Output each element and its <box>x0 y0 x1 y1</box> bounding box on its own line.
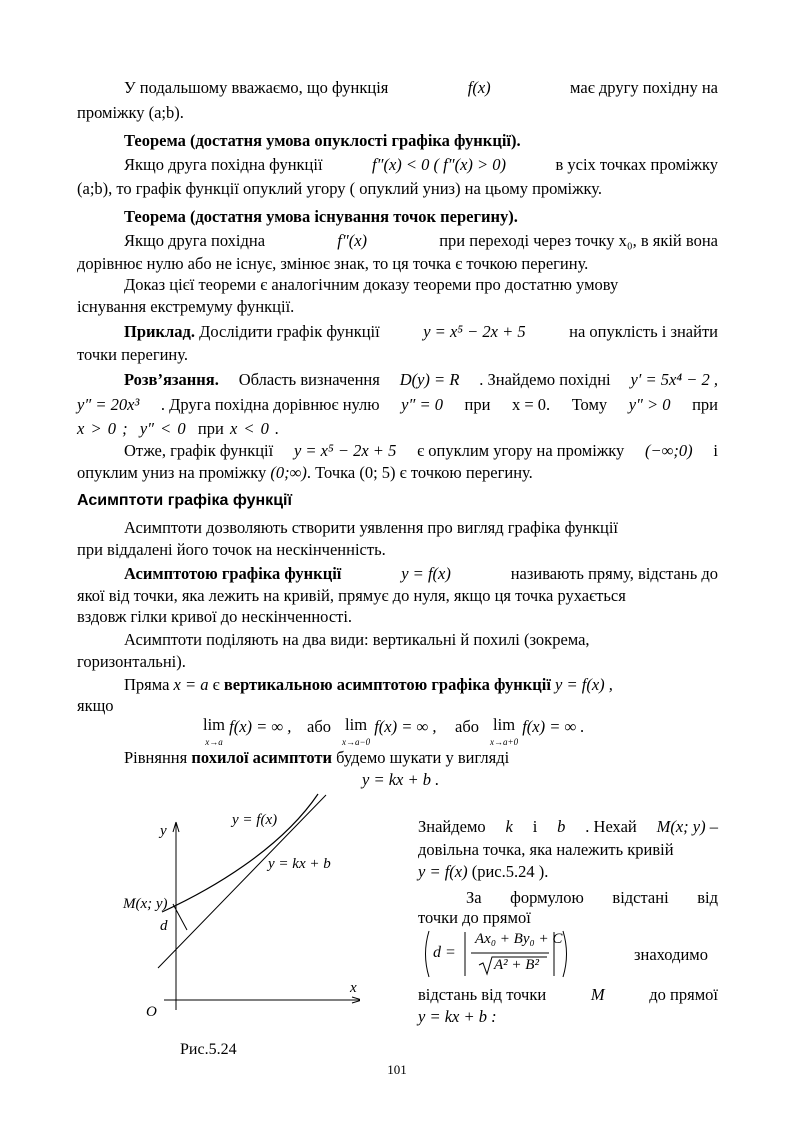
text-line: Асимптоти дозволяють створити уявлення про вигляд графіка функції <box>124 518 618 537</box>
text-line: x > 0 ; y″ < 0 при x < 0 . <box>77 419 280 438</box>
theorem-title: Теорема (достатня умова існування точок перегину). <box>124 207 518 226</box>
text-line: y = f(x) (рис.5.24 ). <box>418 862 549 881</box>
text-line: У подальшому вважаємо, що функція f(x) має другу похідну на <box>124 78 718 97</box>
text-line: Розв’язання. Область визначення D(y) = R . Знайдемо похідні y′ = 5x⁴ − 2 , <box>124 370 718 389</box>
y-axis-label: y <box>160 823 167 839</box>
line-label: y = kx + b <box>268 856 331 872</box>
formula-line: y = kx + b : <box>418 1007 497 1026</box>
text-line: Рівняння похилої асимптоти будемо шукати у вигляді <box>124 748 510 767</box>
text-line: Отже, графік функції y = x⁵ − 2x + 5 є опуклим угору на проміжку (−∞;0) і <box>124 441 718 460</box>
text-line: (a;b), то графік функції опуклий угору ( опуклий униз) на цьому проміжку. <box>77 179 603 198</box>
formula-line: y = kx + b . <box>362 770 440 789</box>
formula-d: d = <box>433 944 456 961</box>
text-line: Якщо друга похідна f″(x) при переході через точку x₀, в якій вона <box>124 231 718 250</box>
text-or: або <box>307 717 331 736</box>
formula-denominator: A² + B² <box>494 957 539 973</box>
formula-numerator: Ax₀ + By₀ + C <box>475 931 563 947</box>
text-line: якщо <box>77 696 114 715</box>
x-axis-label: x <box>350 980 357 996</box>
text-line: горизонтальні). <box>77 652 186 671</box>
distance-formula <box>421 929 571 979</box>
text-or: або <box>455 717 479 736</box>
curve-label: y = f(x) <box>232 812 278 828</box>
section-heading: Асимптоти графіка функції <box>77 492 292 509</box>
left-paren <box>426 931 430 977</box>
text-line: існування екстремуму функції. <box>77 297 295 316</box>
text-line: довільна точка, яка належить кривій <box>418 840 674 859</box>
text-line: Приклад. Дослідити графік функції y = x⁵ − 2x + 5 на опуклість і знайти <box>124 322 718 341</box>
text-line: Пряма x = a є вертикальною асимптотою графіка функції y = f(x) , <box>124 675 613 694</box>
distance-segment <box>173 904 187 930</box>
limit-formula: lim x→a f(x) = ∞ , <box>203 715 292 747</box>
text-line: якої від точки, яка лежить на кривій, прямує до нуля, якщо ця точка рухається <box>77 586 626 605</box>
text-line: відстань від точки M до прямої <box>418 985 718 1004</box>
text-line: Знайдемо k і b . Нехай M(x; y) – <box>418 817 718 836</box>
figure-caption: Рис.5.24 <box>180 1041 237 1058</box>
origin-label: O <box>146 1004 157 1020</box>
text-line: Доказ цієї теореми є аналогічним доказу теореми про достатню умову <box>124 275 619 294</box>
text-line: знаходимо <box>634 945 708 964</box>
text-line: вздовж гілки кривої до нескінченності. <box>77 607 353 626</box>
text-line: точки перегину. <box>77 345 188 364</box>
page-number: 101 <box>387 1062 407 1077</box>
limit-formula: lim x→a+0 f(x) = ∞ . <box>490 715 585 747</box>
text-line: y″ = 20x³ . Друга похідна дорівнює нулю y″ = 0 при x = 0. Тому y″ > 0 при <box>77 395 718 414</box>
text-line: Асимптоти поділяють на два види: вертикальні й похилі (зокрема, <box>124 630 590 649</box>
text-line: дорівнює нулю або не існує, змінює знак, то ця точка є точкою перегину. <box>77 254 589 273</box>
text-line: проміжку (a;b). <box>77 103 184 122</box>
figure-5-24 <box>110 790 360 1065</box>
text-line: опуклим униз на проміжку (0;∞). Точка (0; 5) є точкою перегину. <box>77 463 533 482</box>
limit-formula: lim x→a−0 f(x) = ∞ , <box>342 715 437 747</box>
text-line: при віддалені його точок на нескінченність. <box>77 540 386 559</box>
theorem-title: Теорема (достатня умова опуклості графіка функції). <box>124 131 521 150</box>
text-line: За формулою відстані від <box>466 888 718 907</box>
text-line: Якщо друга похідна функції f″(x) < 0 ( f″(x) > 0) в усіх точках проміжку <box>124 155 718 174</box>
right-paren <box>563 931 567 977</box>
distance-label: d <box>160 918 168 934</box>
point-label: M(x; y) <box>123 896 168 912</box>
text-line: точки до прямої <box>418 908 531 927</box>
text-line: Асимптотою графіка функції y = f(x) називають пряму, відстань до <box>124 564 718 583</box>
